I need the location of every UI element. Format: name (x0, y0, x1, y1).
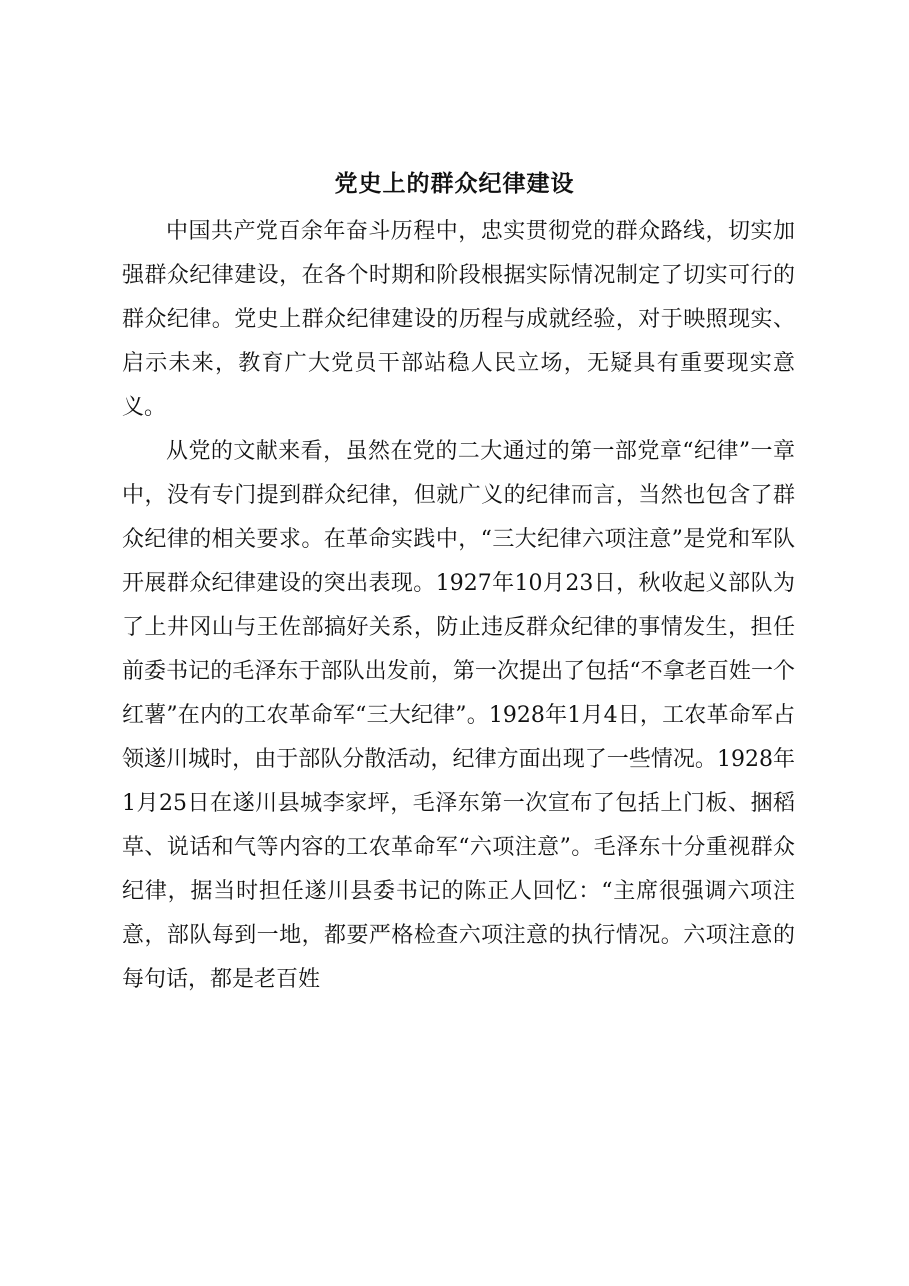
document-body (122, 210, 795, 1002)
document-title: 党史上的群众纪律建设 (334, 170, 575, 197)
paragraph-2: 从党的文献来看，虽然在党的二大通过的第一部党章“纪律”一章中，没有专门提到群众纪律，但就广义的纪律而言，当然也包含了群众纪律的相关要求。在革命实践中，“三大纪律六项注意”是党和军队开展群众纪律建设的突出表现。1927年10月23日，秋收起义部队为了上井冈山与王佐部搞好关系，防止违反群众纪律的事情发生，担任前委书记的毛泽东于部队出发前，第一次提出了包括“不拿老百姓一个红薯”在内的工农革命军“三大纪律”。1928年1月4日，工农革命军占领遂川城时，由于部队分散活动，纪律方面出现了一些情况。1928年1月25日在遂川县城李家坪，毛泽东第一次宣布了包括上门板、捆稻草、说话和气等内容的工农革命军“六项注意”。毛泽东十分重视群众纪律，据当时担任遂川县委书记的陈正人回忆：“主席很强调六项注意，部队每到一地，都要严格检查六项注意的执行情况。六项注意的每句话，都是老百姓 (122, 439, 795, 992)
paragraph-1: 中国共产党百余年奋斗历程中，忠实贯彻党的群众路线，切实加强群众纪律建设，在各个时期和阶段根据实际情况制定了切实可行的群众纪律。党史上群众纪律建设的历程与成就经验，对于映照现实、启示未来，教育广大党员干部站稳人民立场，无疑具有重要现实意义。 (122, 219, 795, 420)
